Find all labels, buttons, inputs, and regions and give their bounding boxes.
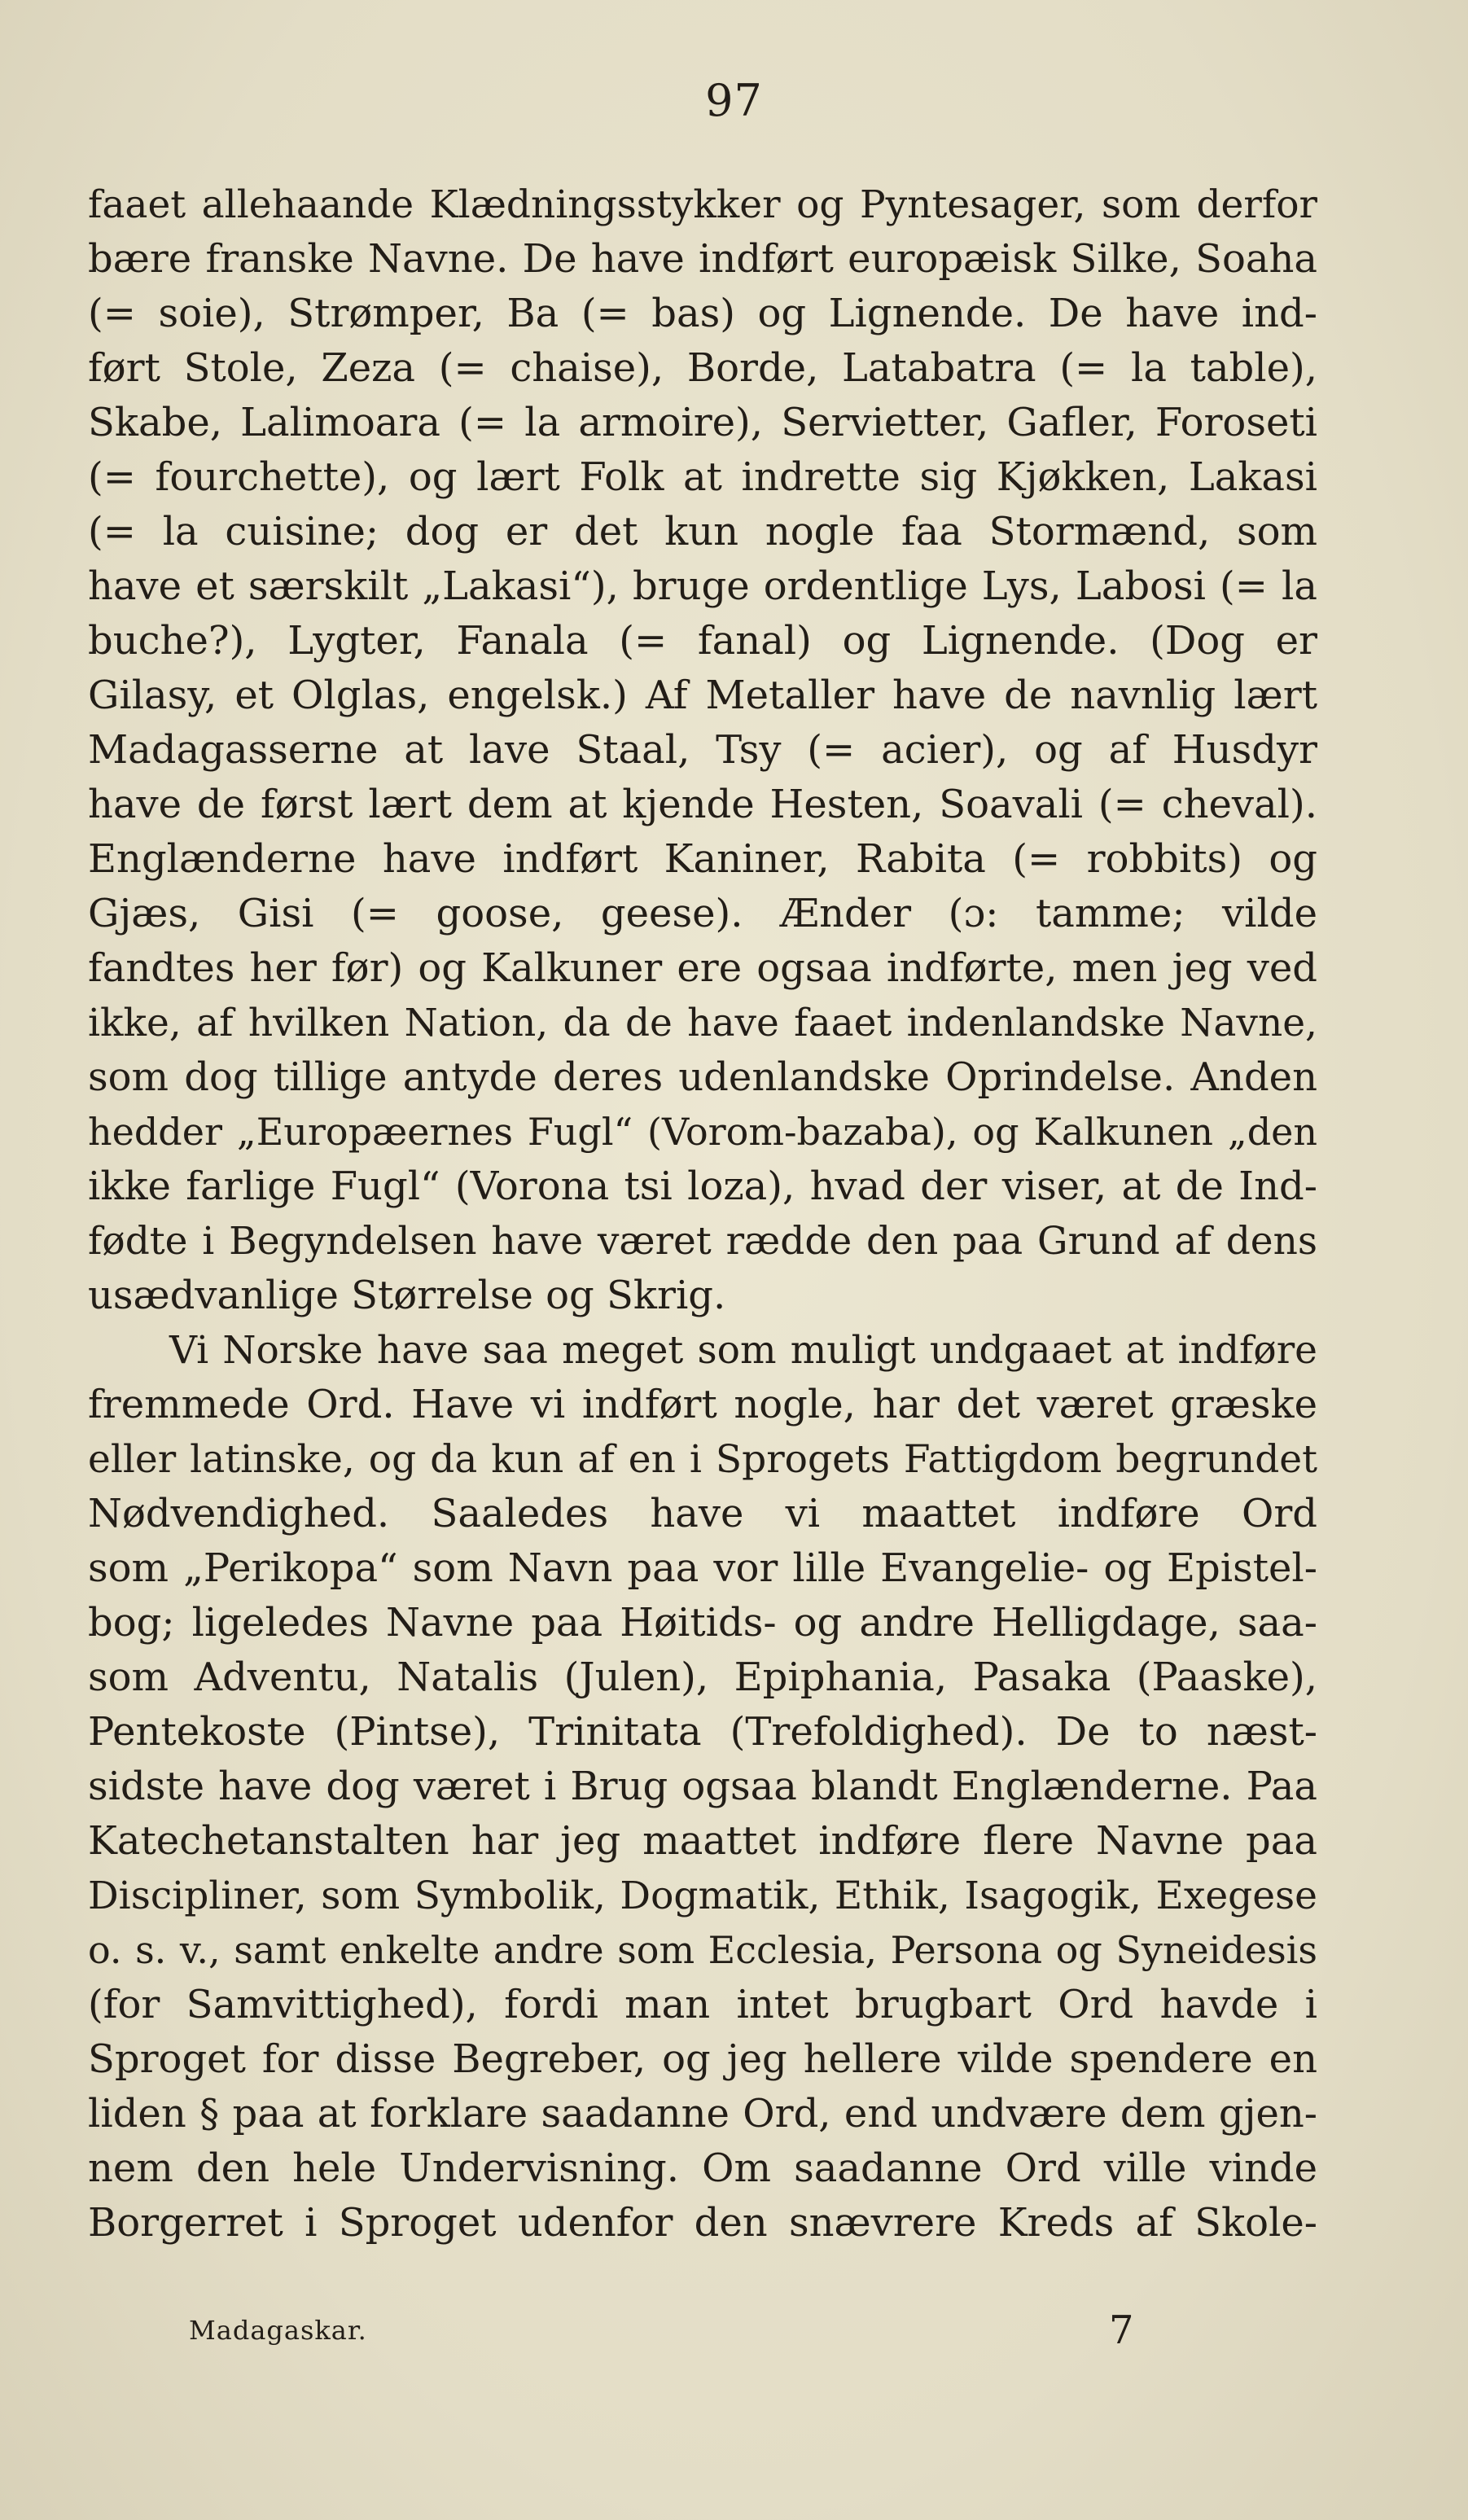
text-line: usædvanlige Størrelse og Skrig. <box>88 1273 726 1318</box>
text-line: ikke, af hvilken Nation, da de have faaet indenlandske Navne, <box>88 1001 1317 1045</box>
text-line: fødte i Begyndelsen have været rædde den paa Grund af dens <box>88 1219 1317 1264</box>
sheet-number: 7 <box>1109 2307 1134 2353</box>
text-line: have de først lært dem at kjende Hesten, Soavali (= cheval). <box>88 782 1317 827</box>
text-line: ikke farlige Fugl“ (Vorona tsi loza), hvad der viser, at de Ind- <box>88 1164 1317 1209</box>
paragraph-1 <box>88 177 1317 1323</box>
text-line: Gjæs, Gisi (= goose, geese). Ænder (ɔ: tamme; vilde <box>88 891 1317 936</box>
text-line: Borgerret i Sproget udenfor den snævrere Kreds af Skole- <box>88 2200 1317 2246</box>
text-line: Englænderne have indført Kaniner, Rabita (= robbits) og <box>88 836 1317 882</box>
text-line: som „Perikopa“ som Navn paa vor lille Evangelie- og Epistel- <box>88 1545 1317 1591</box>
text-line: Sproget for disse Begreber, og jeg hellere vilde spendere en <box>88 2036 1317 2082</box>
text-line: Katechetanstalten har jeg maattet indføre flere Navne paa <box>88 1818 1317 1864</box>
page-number: 97 <box>705 75 763 126</box>
text-line: (= la cuisine; dog er det kun nogle faa Stormænd, som <box>88 509 1317 554</box>
page-footer <box>0 2306 1468 2355</box>
text-line: Gilasy, et Olglas, engelsk.) Af Metaller have de navnlig lært <box>88 673 1317 718</box>
text-line: have et særskilt „Lakasi“), bruge ordentlige Lys, Labosi (= la <box>88 563 1317 609</box>
text-line: buche?), Lygter, Fanala (= fanal) og Lignende. (Dog er <box>88 618 1317 664</box>
text-line: faaet allehaande Klædningsstykker og Pyntesager, som derfor <box>88 182 1317 227</box>
text-line: som dog tillige antyde deres udenlandske Oprindelse. Anden <box>88 1054 1317 1100</box>
text-line: Discipliner, som Symbolik, Dogmatik, Ethik, Isagogik, Exegese <box>88 1874 1317 1918</box>
text-line: liden § paa at forklare saadanne Ord, end undvære dem gjen- <box>88 2091 1317 2137</box>
text-line: Madagasserne at lave Staal, Tsy (= acier), og af Husdyr <box>88 727 1317 773</box>
text-line: (for Samvittighed), fordi man intet brugbart Ord havde i <box>88 1982 1317 2027</box>
body-text <box>88 177 1317 2250</box>
text-line: Pentekoste (Pintse), Trinitata (Trefoldighed). De to næst- <box>88 1709 1317 1755</box>
paragraph-2 <box>88 1323 1317 2250</box>
text-line: fremmede Ord. Have vi indført nogle, har det været græske <box>88 1382 1317 1427</box>
text-line: (= fourchette), og lært Folk at indrette sig Kjøkken, Lakasi <box>88 454 1317 500</box>
text-line: som Adventu, Natalis (Julen), Epiphania, Pasaka (Paaske), <box>88 1654 1317 1700</box>
text-line: bog; ligeledes Navne paa Høitids- og andre Helligdage, saa- <box>88 1600 1317 1646</box>
text-line: fandtes her før) og Kalkuner ere ogsaa indførte, men jeg ved <box>88 945 1317 991</box>
text-line: hedder „Europæernes Fugl“ (Vorom-bazaba), og Kalkunen „den <box>88 1110 1317 1154</box>
text-line: o. s. v., samt enkelte andre som Ecclesia, Persona og Syneidesis <box>88 1928 1317 1972</box>
text-line: eller latinske, og da kun af en i Sprogets Fattigdom begrundet <box>88 1437 1317 1482</box>
text-line: Skabe, Lalimoara (= la armoire), Servietter, Gafler, Foroseti <box>88 400 1317 445</box>
signature-mark: Madagaskar. <box>189 2315 367 2346</box>
text-line: Vi Norske have saa meget som muligt undgaaet at indføre <box>169 1328 1317 1373</box>
text-line: ført Stole, Zeza (= chaise), Borde, Latabatra (= la table), <box>88 345 1317 391</box>
text-line: Nødvendighed. Saaledes have vi maattet indføre Ord <box>88 1491 1317 1536</box>
text-line: bære franske Navne. De have indført europæisk Silke, Soaha <box>88 236 1317 282</box>
text-line: sidste have dog været i Brug ogsaa blandt Englænderne. Paa <box>88 1764 1317 1809</box>
text-line: (= soie), Strømper, Ba (= bas) og Lignende. De have ind- <box>88 291 1317 336</box>
text-line: nem den hele Undervisning. Om saadanne Ord ville vinde <box>88 2145 1317 2191</box>
